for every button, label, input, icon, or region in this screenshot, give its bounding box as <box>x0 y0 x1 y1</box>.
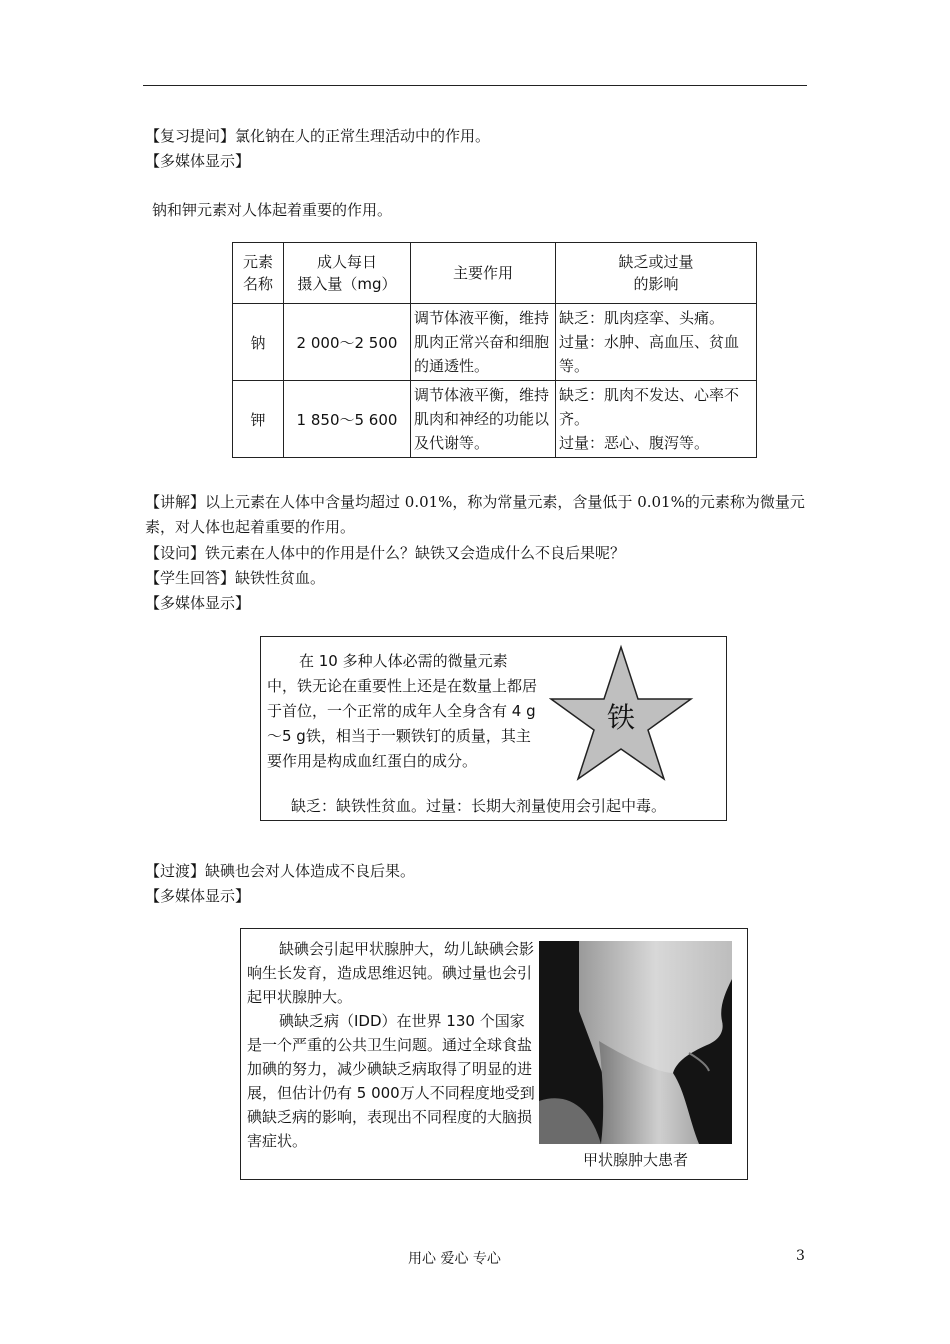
iron-description: 在 10 多种人体必需的微量元素中，铁无论在重要性上还是在数量上都居于首位，一个正常的成年人全身含有 4 g～5 g铁，相当于一颗铁钉的质量，其主要作用是构成血红蛋白的成分。 <box>267 652 538 770</box>
question-text: 【设问】铁元素在人体中的作用是什么？缺铁又会造成什么不良后果呢？ <box>145 544 626 562</box>
cell-daily-intake: 2 000～2 500 <box>284 304 411 381</box>
cell-element-name: 钠 <box>233 304 284 381</box>
table-row <box>233 304 757 381</box>
iodine-paragraph-2: 碘缺乏病（IDD）在世界 130 个国家是一个严重的公共卫生问题。通过全球食盐加碘的努力，减少碘缺乏病取得了明显的进展，但估计仍有 5 000万人不同程度地受到碘缺乏病的影响，表现出不同程度的大脑损害症状。 <box>247 1012 535 1150</box>
iron-info-box <box>260 636 727 821</box>
star-icon <box>549 641 694 781</box>
iodine-description <box>247 937 535 1153</box>
iron-deficiency-note: 缺乏：缺铁性贫血。过量：长期大剂量使用会引起中毒。 <box>291 797 667 815</box>
iodine-info-box <box>240 928 748 1180</box>
multimedia-label-2: 【多媒体显示】 <box>145 594 251 612</box>
review-question: 【复习提问】氯化钠在人的正常生理活动中的作用。 <box>145 127 491 145</box>
transition-text: 【过渡】缺碘也会对人体造成不良后果。 <box>145 862 416 880</box>
multimedia-label-3: 【多媒体显示】 <box>145 887 251 905</box>
header-rule <box>143 85 807 86</box>
nutrient-table <box>232 242 757 458</box>
explanation-text: 【讲解】以上元素在人体中含量均超过 0.01%，称为常量元素，含量低于 0.01%的元素称为微量元素，对人体也起着重要的作用。 <box>145 493 805 536</box>
header-daily-intake: 成人每日 摄入量（mg） <box>284 243 411 304</box>
cell-daily-intake: 1 850～5 600 <box>284 381 411 458</box>
student-answer: 【学生回答】缺铁性贫血。 <box>145 569 326 587</box>
table-row <box>233 381 757 458</box>
cell-effect: 缺乏：肌肉痉挛、头痛。 过量：水肿、高血压、贫血等。 <box>556 304 757 381</box>
photo-caption: 甲状腺肿大患者 <box>582 1151 688 1169</box>
footer-motto: 用心 爱心 专心 <box>408 1251 501 1267</box>
header-element-name: 元素 名称 <box>233 243 284 304</box>
header-deficiency-effect: 缺乏或过量 的影响 <box>556 243 757 304</box>
cell-element-name: 钾 <box>233 381 284 458</box>
cell-main-function: 调节体液平衡，维持肌肉和神经的功能以及代谢等。 <box>411 381 556 458</box>
header-main-function: 主要作用 <box>411 243 556 304</box>
intro-text: 钠和钾元素对人体起着重要的作用。 <box>152 201 393 219</box>
cell-effect: 缺乏：肌肉不发达、心率不齐。 过量：恶心、腹泻等。 <box>556 381 757 458</box>
iodine-paragraph-1: 缺碘会引起甲状腺肿大，幼儿缺碘会影响生长发育，造成思维迟钝。碘过量也会引起甲状腺肿大。 <box>247 940 535 1006</box>
cell-main-function: 调节体液平衡，维持肌肉正常兴奋和细胞的通透性。 <box>411 304 556 381</box>
table-header-row <box>233 243 757 304</box>
multimedia-label-1: 【多媒体显示】 <box>145 152 251 170</box>
star-label: 铁 <box>606 701 636 734</box>
goiter-patient-photo <box>539 941 732 1144</box>
page-number: 3 <box>796 1248 805 1264</box>
